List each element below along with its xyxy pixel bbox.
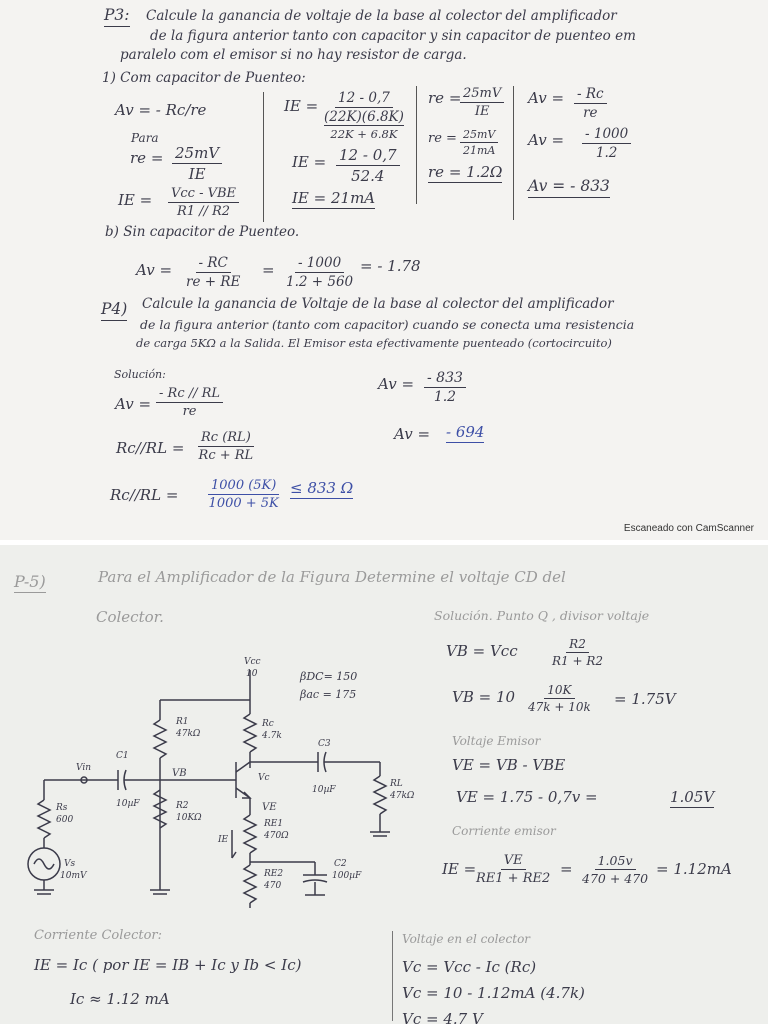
p3-tag: P3: bbox=[104, 7, 130, 27]
p4-line-1: Calcule la ganancia de Voltaje de la base al colector del amplificador bbox=[142, 296, 614, 312]
p5-ie-lhs: IE = bbox=[442, 860, 477, 878]
vc-definition: Vc = Vcc - Ic (Rc) bbox=[402, 958, 537, 976]
p4-avr-fraction: $\frac{- 833}{1.2}$ bbox=[424, 370, 466, 405]
ve-result: 1.05V bbox=[670, 789, 714, 808]
ic-result: Ic ≈ 1.12 mA bbox=[70, 990, 170, 1008]
p4-parallel2-lhs: Rc//RL = bbox=[110, 486, 179, 504]
p4-solucion: Solución: bbox=[114, 368, 166, 381]
p4-parallel-fraction: $\frac{Rc (RL)}{Rc + RL}$ bbox=[198, 430, 254, 463]
avb-equals: = bbox=[262, 261, 275, 279]
c3-value: 10µF bbox=[312, 785, 336, 795]
ie1-fraction: 12 - 0,7 (22K)(6.8K) 22K + 6.8K bbox=[324, 90, 404, 141]
re-fraction: $\frac{25mV}{IE}$ bbox=[172, 144, 222, 183]
p3-part-1-title: 1) Com capacitor de Puenteo: bbox=[102, 70, 306, 86]
rs-value: 600 bbox=[56, 815, 74, 825]
vc-result: Vc = 4.7 V bbox=[402, 1010, 483, 1024]
av-result: Av = - 833 bbox=[528, 178, 610, 198]
vb-lhs: VB = Vcc bbox=[446, 642, 518, 660]
rl-value: 47kΩ bbox=[390, 791, 415, 801]
vcc-label: Vcc bbox=[244, 657, 261, 667]
ie-result: IE = 21mA bbox=[292, 190, 375, 209]
ie1-lhs: IE = bbox=[284, 97, 319, 115]
av-definition: Av = - Rc/re bbox=[115, 101, 207, 119]
p4-av-lhs: Av = bbox=[115, 395, 152, 413]
rc-value: 4.7k bbox=[262, 731, 282, 741]
r2-label: R2 bbox=[176, 801, 189, 811]
p4-avr-lhs: Av = bbox=[378, 375, 415, 393]
p4-parallel2-fraction: $\frac{1000 (5K)}{1000 + 5K}$ bbox=[208, 478, 279, 511]
p3-part-2-title: b) Sin capacitor de Puenteo. bbox=[105, 224, 300, 240]
r1-value: 47kΩ bbox=[176, 729, 201, 739]
vcc-value: 10 bbox=[246, 669, 258, 679]
ie-title: Corriente emisor bbox=[452, 824, 556, 838]
rs-label: Rs bbox=[56, 803, 68, 813]
p5-tag: P-5) bbox=[14, 573, 46, 593]
avb-fraction: $\frac{- RC}{re + RE}$ bbox=[186, 255, 241, 290]
r1-label: R1 bbox=[176, 717, 189, 727]
re1-label: RE1 bbox=[264, 819, 284, 829]
re2-lhs: re = bbox=[428, 131, 457, 146]
ie-arrow-label: IE bbox=[218, 835, 229, 845]
av2-fraction: $\frac{- 1000}{1.2}$ bbox=[582, 126, 631, 161]
column-divider bbox=[392, 931, 393, 1021]
c1-value: 10µF bbox=[116, 799, 140, 809]
p5-ie-fraction: $\frac{VE}{RE1 + RE2}$ bbox=[476, 853, 551, 886]
rl-label: RL bbox=[390, 779, 403, 789]
vb-fraction: $\frac{R2}{R1 + R2}$ bbox=[552, 637, 604, 668]
avb-fraction-2: $\frac{- 1000}{1.2 + 560}$ bbox=[286, 255, 354, 290]
p3-line-3: paralelo com el emisor si no hay resistor de carga. bbox=[120, 47, 467, 63]
vc-title: Voltaje en el colector bbox=[402, 932, 531, 946]
p4-line-2: de la figura anterior (tanto com capacitor) cuando se conecta uma resistencia bbox=[140, 317, 635, 332]
re2-fraction: $\frac{25mV}{21mA}$ bbox=[460, 128, 498, 157]
para-label: Para bbox=[131, 131, 159, 145]
ve-title: Voltaje Emisor bbox=[452, 734, 541, 748]
p4-parallel-lhs: Rc//RL = bbox=[116, 439, 185, 457]
scanned-page-2 bbox=[0, 545, 768, 1024]
re2-label: RE2 bbox=[264, 869, 284, 879]
ic-title: Corriente Colector: bbox=[34, 928, 163, 943]
p5-solucion: Solución. Punto Q , divisor voltaje bbox=[434, 608, 650, 623]
camscanner-watermark: Escaneado con CamScanner bbox=[623, 523, 754, 534]
ic-definition: IE = Ic ( por IE = IB + Ic y Ib < Ic) bbox=[34, 956, 302, 974]
vs-label: Vs bbox=[64, 859, 76, 869]
p5-ie-equals: = bbox=[560, 860, 573, 878]
vb-node: VB bbox=[172, 768, 187, 779]
re1-lhs: re = bbox=[428, 89, 462, 107]
column-divider bbox=[513, 86, 514, 220]
vb2-lhs: VB = 10 bbox=[452, 688, 516, 706]
column-divider bbox=[263, 92, 264, 222]
p5-line-2: Colector. bbox=[96, 608, 164, 626]
av2-lhs: Av = bbox=[528, 131, 565, 149]
c1-label: C1 bbox=[116, 751, 129, 761]
p4-parallel2-result: ≤ 833 Ω bbox=[290, 480, 353, 499]
vs-value: 10mV bbox=[60, 871, 87, 881]
p3-line-1: Calcule la ganancia de voltaje de la base al colector del amplificador bbox=[146, 8, 617, 24]
p4-result: - 694 bbox=[446, 424, 484, 443]
re-result: re = 1.2Ω bbox=[428, 164, 502, 183]
c2-label: C2 bbox=[334, 859, 347, 869]
column-divider bbox=[416, 86, 417, 204]
p4-tag: P4) bbox=[101, 301, 127, 321]
amplifier-circuit bbox=[0, 650, 440, 910]
vb2-result: = 1.75V bbox=[614, 690, 676, 708]
beta-dc: βDC= 150 bbox=[300, 670, 358, 683]
re1-fraction: $\frac{25mV}{IE}$ bbox=[460, 86, 504, 119]
p4-av-fraction: $\frac{- Rc // RL}{re}$ bbox=[156, 386, 223, 419]
ie-fraction: Vcc - VBE R1 // R2 bbox=[168, 186, 239, 219]
re1-value: 470Ω bbox=[264, 831, 289, 841]
c3-label: C3 bbox=[318, 739, 331, 749]
p5-ie-fraction-2: $\frac{1.05v}{470 + 470}$ bbox=[582, 853, 649, 886]
r2-value: 10KΩ bbox=[176, 813, 202, 823]
c2-value: 100µF bbox=[332, 871, 362, 881]
ve-definition: VE = VB - VBE bbox=[452, 756, 566, 774]
ve-node: VE bbox=[262, 802, 277, 813]
p5-ie-result: = 1.12mA bbox=[656, 860, 732, 878]
p5-line-1: Para el Amplificador de la Figura Determine el voltaje CD del bbox=[98, 568, 566, 586]
av1-lhs: Av = bbox=[528, 89, 565, 107]
ie2-lhs: IE = bbox=[292, 153, 327, 171]
vc-calc: Vc = 10 - 1.12mA (4.7k) bbox=[402, 984, 585, 1002]
vb2-fraction: $\frac{10K}{47k + 10k}$ bbox=[528, 683, 591, 714]
re2-value: 470 bbox=[264, 881, 282, 891]
beta-ac: βac = 175 bbox=[300, 688, 357, 701]
ie2-fraction: $\frac{12 - 0,7}{52.4}$ bbox=[336, 146, 400, 185]
re-lhs: re = bbox=[130, 149, 164, 167]
avb-lhs: Av = bbox=[136, 261, 173, 279]
ve-calc: VE = 1.75 - 0,7v = bbox=[456, 788, 598, 806]
vc-node: Vc bbox=[258, 773, 270, 783]
p4-result-lhs: Av = bbox=[394, 425, 431, 443]
p4-line-3: de carga 5KΩ a la Salida. El Emisor esta efectivamente puenteado (cortocircuito) bbox=[136, 336, 612, 350]
rc-label: Rc bbox=[262, 719, 274, 729]
avb-result: = - 1.78 bbox=[360, 257, 421, 275]
av1-fraction: $\frac{- Rc}{re}$ bbox=[574, 86, 607, 121]
ie-lhs: IE = bbox=[118, 191, 153, 209]
p3-line-2: de la figura anterior tanto con capacitor y sin capacitor de puenteo em bbox=[150, 28, 636, 44]
vin-label: Vin bbox=[76, 763, 92, 773]
